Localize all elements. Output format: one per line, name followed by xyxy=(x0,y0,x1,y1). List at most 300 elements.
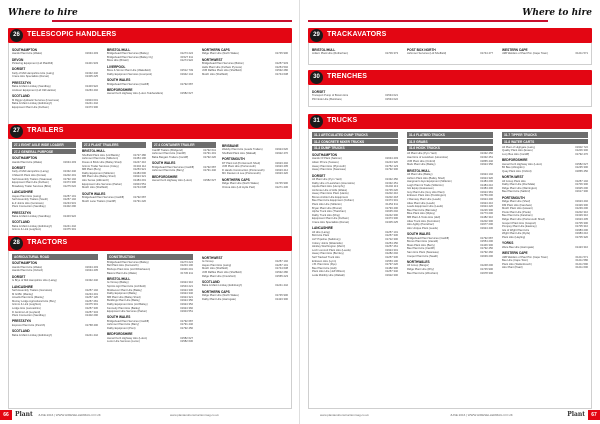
listing-row xyxy=(407,52,493,56)
section-title: TRENCHES xyxy=(327,73,368,80)
company-name: All Plant Hire (Pym Yard) xyxy=(312,177,342,181)
listing-row xyxy=(12,334,98,338)
phone-number: 01253 921 xyxy=(133,168,146,172)
phone-number: 01977 200 xyxy=(480,223,493,227)
company-name: Self Assembly Trailers (Swansea) xyxy=(12,177,53,181)
listing-row xyxy=(107,340,193,344)
listing-row xyxy=(12,161,76,165)
phone-number: 01373 300 xyxy=(63,181,76,185)
phone-number: 01423 300 xyxy=(275,297,288,301)
listing-column xyxy=(502,46,588,56)
company-name: Bee Plant Hire (Salford) xyxy=(502,190,531,194)
company-name: E-Z Joints Hire (Gorstows) xyxy=(12,201,44,205)
region-heading: SOUTHAMPTON xyxy=(12,47,37,52)
phone-number: 01304 112 xyxy=(133,164,146,168)
listing-row xyxy=(12,279,98,283)
listing-row xyxy=(12,52,98,56)
phone-number: 01791 401 xyxy=(203,152,216,156)
phone-number: 01722 300 xyxy=(385,238,398,241)
listing-row xyxy=(12,106,98,110)
company-name: Sheffield Plant Hire (Ltd Barsby) xyxy=(82,153,121,157)
company-name: Isle of Wight Plant Hire xyxy=(502,228,530,232)
phone-number: 01924 360 xyxy=(180,306,193,310)
company-name: Ashton Plant Hire (Batley Shed) xyxy=(407,176,445,180)
company-name: All Hire (Laing) xyxy=(312,230,330,234)
company-name: Bridgehead Plant Services (Batley) xyxy=(107,260,149,264)
phone-number: 01709 373 xyxy=(385,52,398,56)
phone-number: 01257 461 xyxy=(385,245,398,249)
listing-column xyxy=(12,254,98,337)
company-name: Bee Plant Hire (Fareham) xyxy=(502,214,533,218)
section-title: TRUCKS xyxy=(327,117,358,124)
listing-row xyxy=(312,168,398,172)
company-name: Atlas Truck Hire (Ferndown) xyxy=(407,219,441,223)
company-name: Plant Hire (Stellenbosch) xyxy=(502,262,532,266)
phone-number: 01924 301 xyxy=(385,248,398,252)
section-title: TRAILERS xyxy=(27,127,64,134)
listing-column xyxy=(202,46,288,76)
section-number: 29 xyxy=(310,29,323,42)
listing-column xyxy=(12,142,76,232)
phone-number: 01922 470 xyxy=(275,151,288,155)
phone-number: 01257 330 xyxy=(85,306,98,310)
region-heading: DORSET xyxy=(12,67,26,72)
company-name: M Griffin (Manley) xyxy=(12,292,34,296)
phone-number: 01924 430 xyxy=(480,226,493,230)
listing-row xyxy=(222,172,288,176)
company-name: Hayes Plant Hire (Laing) xyxy=(202,263,232,267)
company-name: Equipment Plant Hire (Fulham) xyxy=(12,181,49,185)
listing-row xyxy=(107,59,193,63)
company-name: GJ Group xyxy=(202,260,214,264)
company-name: Bolt Hire Plant xyxy=(312,234,330,238)
region-heading: BRISTOL/HULL xyxy=(107,47,131,52)
phone-number: 01202 418 xyxy=(385,195,398,199)
phone-number: 01484 600 xyxy=(133,171,146,175)
phone-number: 01744 638 xyxy=(275,267,288,271)
subcategory-label: 31.3 DUMP TRUCKS xyxy=(312,146,398,152)
region-heading: NORTHERN CAPS xyxy=(222,177,250,182)
company-name: Mickleover Plant Hire (Batley) xyxy=(107,288,143,292)
phone-number: 01211 571 xyxy=(575,255,588,259)
company-name: Mulch Hire (Sheffield) xyxy=(202,267,228,271)
phone-number: 01924 330 xyxy=(180,288,193,292)
phone-number: 01924 321 xyxy=(180,295,193,299)
company-name: Mulch Hire (Sheffield) xyxy=(82,186,108,190)
company-name: Ridge Plant Hire (Portsmouth Shed) xyxy=(502,218,545,222)
phone-number: 01727 480 xyxy=(133,153,146,157)
listing-row xyxy=(12,75,98,79)
phone-number: 01484 210 xyxy=(480,183,493,187)
company-name: Heavy Plant Hire (Plymouth) xyxy=(312,164,346,168)
company-name: Doves & Brick Hire (Batley Shed) xyxy=(82,160,122,164)
phone-number: 01257 101 xyxy=(385,230,398,234)
right-footer xyxy=(300,410,600,420)
phone-number: 01634 403 xyxy=(85,265,98,269)
phone-number: 01924 420 xyxy=(480,205,493,209)
company-name: Dalby Equipment (Stillerton) xyxy=(82,171,116,175)
phone-number: 01924 310 xyxy=(180,281,193,285)
subcategory-label: 31.6 HOOK TRUCKS xyxy=(407,146,493,152)
phone-number: 01254 450 xyxy=(385,241,398,245)
region-heading: BEDFORDSHIRE xyxy=(107,87,133,92)
phone-number: 01635 202 xyxy=(385,210,398,214)
listing-row xyxy=(107,92,193,96)
company-name: Alpha Truck Hire (Thatcham) xyxy=(312,210,347,214)
phone-number: 01582 627 xyxy=(575,162,588,166)
listing-row xyxy=(107,83,193,87)
listing-column xyxy=(202,254,288,301)
phone-number: 01248 200 xyxy=(480,264,493,268)
phone-number: 01257 101 xyxy=(275,263,288,267)
company-name: Sheffield Plant Hire (Walsall) xyxy=(222,151,257,155)
listing-column xyxy=(502,132,588,270)
company-name: All Group Plant Hire xyxy=(502,179,526,183)
phone-number: 01925 200 xyxy=(575,186,588,190)
phone-number: 01745 900 xyxy=(275,182,288,186)
phone-number: 01565 223 xyxy=(275,274,288,278)
subcategory-label: CONSTRUCTION xyxy=(107,254,193,260)
company-name: BJ Bee (Abingdon) xyxy=(502,166,525,170)
listing-column xyxy=(107,254,193,344)
phone-number: 01332 440 xyxy=(85,71,98,75)
company-name: Dalby Equipment Hire (Ltd Batley) xyxy=(107,302,148,306)
phone-number: 01271 430 xyxy=(275,185,288,189)
company-name: Lodge Hire (Lancashire) xyxy=(12,306,41,310)
company-name: Ware Bee Hire (Harrogate) xyxy=(502,245,535,249)
company-name: Hire Plant (Paarl) xyxy=(502,266,523,270)
phone-number: 01617 300 xyxy=(575,190,588,194)
company-name: Walsby Plant Hire (Leeds Trailers) xyxy=(222,148,263,152)
phone-number: 01768 400 xyxy=(85,323,98,327)
company-name: Lucy Bee Hire (Cardiff) xyxy=(502,152,530,156)
company-name: Plant Connection (Sandbay) xyxy=(12,314,46,318)
phone-number: 01257 102 xyxy=(575,179,588,183)
listing-row xyxy=(12,215,76,219)
left-footer xyxy=(0,410,300,420)
phone-number: 01243 320 xyxy=(385,160,398,164)
phone-number: 01792 450 xyxy=(480,247,493,251)
subcategory-label: 27.1 EIGHT AXLE WIDE LOADER xyxy=(12,142,76,148)
subcategory-label: 31.7 TIPPER TRUCKS xyxy=(502,132,588,138)
section-title: TELESCOPIC HANDLERS xyxy=(27,31,117,38)
company-name: G Brys of Mid Hampshire Hire (Laing) xyxy=(12,279,57,283)
listing-row xyxy=(502,52,588,56)
company-name: JCB Raffles Plant Hire (Sheffield) xyxy=(202,270,242,274)
company-name: JCB Raffles Plant Hire (Sheffield) xyxy=(202,69,242,73)
region-heading: DORSET xyxy=(312,173,326,178)
company-name: Eriksson Plant Hire (Pocklington) xyxy=(407,194,447,198)
region-heading: LANCASHIRE xyxy=(12,190,33,195)
page-number-right: 67 xyxy=(588,410,600,420)
company-name: J Ramsay Plant Hire (Leeds) xyxy=(407,198,442,202)
phone-number: 01202 401 xyxy=(63,173,76,177)
listing-row xyxy=(12,89,98,93)
company-name: Loch Lomond Plant Hire (Leeds) xyxy=(312,248,351,252)
company-name: Hayes Plant Hire (Laing) xyxy=(12,194,42,198)
phone-number: 01759 200 xyxy=(480,194,493,198)
company-name: JCB Plant Hire (Portsmouth) xyxy=(222,165,256,169)
company-name: Hemel Kerb Highway Hire (Luton Telehandlers) xyxy=(107,92,164,96)
phone-number: 01752 123 xyxy=(385,164,398,168)
section-title: TRACTORS xyxy=(27,239,68,246)
company-name: All Plant Hire (Batley) xyxy=(407,172,433,176)
phone-number: 01543 221 xyxy=(180,284,193,288)
listing-row xyxy=(222,186,288,190)
phone-number: 01512 749 xyxy=(180,69,193,73)
listing-column xyxy=(12,46,98,109)
section-body xyxy=(308,43,592,65)
subcategory-label: 27.4 CONTAINER TRAILER xyxy=(152,142,216,148)
region-heading: SOUTHAMPTON xyxy=(312,152,337,157)
company-name: Ashmoor Plant Hire (Stillerton) xyxy=(82,157,119,161)
company-name: Heavy Plant Hire (Burnley) xyxy=(312,252,344,256)
phone-number: 01745 211 xyxy=(180,271,193,275)
subcategory-label: 27.3 PLANT TRAILERS xyxy=(82,142,146,148)
company-name: DM Plant Hire (Fareham) xyxy=(502,203,533,207)
phone-number: 01454 311 xyxy=(385,203,398,207)
company-name: Leigh Plant & Trade (Stillerton) xyxy=(407,183,444,187)
region-heading: NORTHWEST xyxy=(202,255,223,260)
company-name: Kelly of Mid Hampshire (Laing) xyxy=(12,170,49,174)
brand-logo: Plant xyxy=(15,411,33,418)
company-name: Baba & Mark Lindsey (Edinburgh) xyxy=(12,333,53,337)
phone-number: 01623 420 xyxy=(275,172,288,176)
listing-row xyxy=(502,153,588,157)
phone-number: 01792 687 xyxy=(180,319,193,323)
listing-row xyxy=(407,272,493,276)
region-heading: PRESTATYN xyxy=(12,210,31,215)
company-name: Bee Plant Hire Equipment (Fulham) xyxy=(312,199,355,203)
phone-number: 01234 401 xyxy=(85,292,98,296)
region-heading: SCOTLAND xyxy=(12,329,30,334)
listing-row xyxy=(312,221,398,225)
listing-row xyxy=(12,185,76,189)
listing-row xyxy=(202,275,288,279)
region-heading: SOUTHAMPTON xyxy=(12,261,37,266)
company-name: Leda Mobility Hire (Walsall) xyxy=(312,273,345,277)
company-name: Plant Connection (Sandbay) xyxy=(12,205,46,209)
phone-number: 01241 442 xyxy=(275,284,288,288)
listing-row xyxy=(502,170,588,174)
phone-number: 01705 310 xyxy=(575,225,588,229)
company-name: Bee Hire (Cape Town) xyxy=(502,259,529,263)
region-heading: LANCASHIRE xyxy=(312,226,333,231)
phone-number: 01373 300 xyxy=(85,105,98,109)
company-name: Mulch Plant Hire (Havant) xyxy=(502,207,533,211)
company-name: Quay Plant Hire (Oxford) xyxy=(502,169,532,173)
listing-row xyxy=(502,236,588,240)
subcategory-label: 31.8 WATER CARTS xyxy=(502,139,588,145)
phone-number: 01402 290 xyxy=(85,314,98,318)
company-name: Dalby Plant Hire (Rochdale) xyxy=(502,183,536,187)
phone-number: 01582 627 xyxy=(180,92,193,96)
company-name: Broadway Trailer Services (Brist) xyxy=(12,184,52,188)
listing-row xyxy=(12,228,76,232)
phone-number: 01254 502 xyxy=(275,65,288,69)
listing-row xyxy=(407,227,493,231)
listing-column xyxy=(407,132,493,275)
section-body xyxy=(8,139,292,241)
company-name: Mulch Lane Trailers (Cardiff) xyxy=(82,199,116,203)
phone-number: 01792 470 xyxy=(575,152,588,156)
phone-number: 01384 400 xyxy=(480,187,493,191)
company-name: Bee Plant Hire (Cardiff) xyxy=(407,247,435,251)
phone-number: 01924 321 xyxy=(133,175,146,179)
listing-column xyxy=(312,46,398,56)
region-heading: LANCASHIRE xyxy=(12,284,33,289)
region-heading: SOUTH WALES xyxy=(107,78,131,83)
phone-number: 01241 442 xyxy=(85,333,98,337)
phone-number: 01865 440 xyxy=(480,159,493,163)
listing-row xyxy=(502,246,588,250)
company-name: Ridge Plant Hire (Shed) xyxy=(502,200,531,204)
phone-number: 01745 900 xyxy=(275,294,288,298)
company-name: Wight Plant Hire (Ryde) xyxy=(502,232,531,236)
phone-number: 01792 687 xyxy=(180,82,193,86)
company-name: Aquila Plant Hire (Humphry) xyxy=(312,185,346,189)
listing-row xyxy=(502,266,588,270)
listing-row xyxy=(202,298,288,302)
company-name: Pickering Equipment (Ltd Plaidhill) xyxy=(12,61,53,65)
region-heading: BRISTOL/HULL xyxy=(407,168,431,173)
section-header xyxy=(8,124,292,139)
left-header xyxy=(8,8,292,24)
phone-number: 01257 340 xyxy=(385,270,398,274)
phone-number: 01942 144 xyxy=(180,72,193,76)
phone-number: 01275 622 xyxy=(63,184,76,188)
region-heading: NORTHWALES xyxy=(407,259,430,264)
company-name: Haul Hire of Lewisham (Hounslow) xyxy=(407,155,449,159)
company-name: Mass Plant Hire (Barry) xyxy=(407,243,435,247)
phone-number: 01242 300 xyxy=(385,213,398,217)
phone-number: 01773 200 xyxy=(480,212,493,216)
phone-number: 01332 451 xyxy=(480,155,493,159)
phone-number: 01744 638 xyxy=(275,72,288,76)
company-name: Hemel Kerb Highway Hire (Luton) xyxy=(502,162,543,166)
company-name: Bridgehead Plant Services (Batley) xyxy=(107,52,149,56)
company-name: D Hands Construction (Portsmouth) xyxy=(222,168,265,172)
phone-number: 01273 224 xyxy=(180,260,193,264)
company-name: Grimm & Link (Leighton) xyxy=(12,228,42,232)
page-title-left: Where to hire xyxy=(8,8,78,18)
region-heading: SOUTH WALES xyxy=(82,191,106,196)
region-heading: WESTERN CAPE xyxy=(502,251,528,256)
listing-row xyxy=(12,269,98,273)
phone-number: 01206 300 xyxy=(575,149,588,153)
company-name: Cooper Plant Hire (Neath) xyxy=(407,254,439,258)
company-name: Ashmoor Plant Hire (Cardiff) xyxy=(152,152,186,156)
company-name: Kelly of Mid Hampshire Hire (Laing) xyxy=(12,71,55,75)
phone-number: 01744 477 xyxy=(480,52,493,56)
company-name: Equipment Hire Services (Parker) xyxy=(107,310,148,314)
company-name: Dalby Equipment (Batley) xyxy=(107,292,138,296)
listing-row xyxy=(12,324,98,328)
region-heading: PRESTATYN xyxy=(12,80,31,85)
phone-number: 01257 933 xyxy=(275,61,288,65)
phone-number: 01257 102 xyxy=(85,288,98,292)
section-number: 31 xyxy=(310,115,323,128)
section-telescopic-handlers xyxy=(8,28,292,129)
company-name: D Jenkins Ltd (Leyland) xyxy=(12,310,41,314)
phone-number: 01792 102 xyxy=(63,177,76,181)
phone-number: 01401 933 xyxy=(85,61,98,65)
phone-number: 01623 405 xyxy=(275,165,288,169)
company-name: MB Plant & Tools Hire (Hull) xyxy=(407,216,441,220)
company-name: Ridge Plant Hire (North Wales) xyxy=(222,182,259,186)
region-heading: PORTSMOUTH xyxy=(502,195,525,200)
company-name: Quality Plant Hire (Essex) xyxy=(502,149,533,153)
company-name: Gosport Plant Hire (Gosport) xyxy=(502,221,537,225)
phone-number: 01211 580 xyxy=(575,259,588,263)
listing-column xyxy=(107,46,193,96)
phone-number: 01904 551 xyxy=(133,182,146,186)
company-name: Ashmoor Plant Hire (Barry) xyxy=(152,169,185,173)
company-name: Crane Hire Specialists (Dorset) xyxy=(312,221,350,225)
phone-number: 01274 922 xyxy=(180,59,193,63)
subcategory-label: 31.1 ARTICULATED DUMP TRUCKS xyxy=(312,132,398,138)
company-name: Bridgehead Plant Services (Cardiff) xyxy=(152,165,195,169)
company-name: Bridgehead Plant Services (Cardiff) xyxy=(82,195,125,199)
phone-number: 01706 300 xyxy=(575,183,588,187)
phone-number: 01902 722 xyxy=(575,145,588,149)
company-name: Transport Pump of Brown Hire xyxy=(312,94,349,98)
phone-number: 01211 600 xyxy=(575,266,588,270)
listing-row xyxy=(202,52,288,56)
company-name: Hands Plant Hire (Wales) xyxy=(12,52,43,56)
company-name: Bee Plant Hire (Wrexham) xyxy=(407,271,439,275)
phone-number: 01534 022 xyxy=(385,97,398,101)
company-name: Bonus Ambler Hire Equipment xyxy=(312,195,348,199)
phone-number: 01329 310 xyxy=(575,214,588,218)
page-number-left: 66 xyxy=(0,410,12,420)
company-name: Ortona Hire (Ltd Hyde Park) xyxy=(222,185,256,189)
section-body xyxy=(308,85,592,107)
phone-number: 01257 102 xyxy=(63,198,76,202)
phone-number: 01257 102 xyxy=(275,260,288,264)
right-page xyxy=(300,0,600,424)
listing-column xyxy=(312,132,398,278)
company-name: MB Plant Hire (Batley Shed) xyxy=(82,175,116,179)
phone-number: 01634 405 xyxy=(85,269,98,273)
phone-number: 01924 381 xyxy=(480,190,493,194)
phone-number: 01534 021 xyxy=(385,94,398,98)
phone-number: 01329 300 xyxy=(575,203,588,207)
listing-column xyxy=(82,142,146,203)
company-name: Hands Plant Hire (Wales) xyxy=(12,160,43,164)
company-name: Bishops Plant Hire (Ltd Whitehaven) xyxy=(107,267,151,271)
company-name: Heavy Plant Hire Plant (Hants) xyxy=(312,192,349,196)
phone-number: 01745 220 xyxy=(385,188,398,192)
phone-number: 01373 301 xyxy=(385,199,398,203)
company-name: Hands Of Plant (Salmon) xyxy=(312,157,342,161)
phone-number: 01946 201 xyxy=(180,267,193,271)
listing-row xyxy=(82,200,146,204)
company-name: Bridgehead Plant Services (Cardiff) xyxy=(107,319,150,323)
company-name: J&B Welders of Paul Pim (Cape Town) xyxy=(502,52,548,56)
region-heading: PORTSMOUTH xyxy=(222,157,245,162)
phone-number: 01791 440 xyxy=(180,323,193,327)
region-heading: BRISTOL/HULL xyxy=(107,276,131,281)
phone-number: 01792 300 xyxy=(385,168,398,172)
phone-number: 01257 101 xyxy=(63,194,76,198)
right-header xyxy=(308,8,592,24)
region-heading: BRISTOL/HULL xyxy=(312,47,336,52)
company-name: Dalby Truck Hire (Ring) xyxy=(312,213,340,217)
region-heading: NORTHERN CAPS xyxy=(202,289,230,294)
phone-number: 01865 450 xyxy=(575,169,588,173)
page-title-right: Where to hire xyxy=(522,8,592,18)
